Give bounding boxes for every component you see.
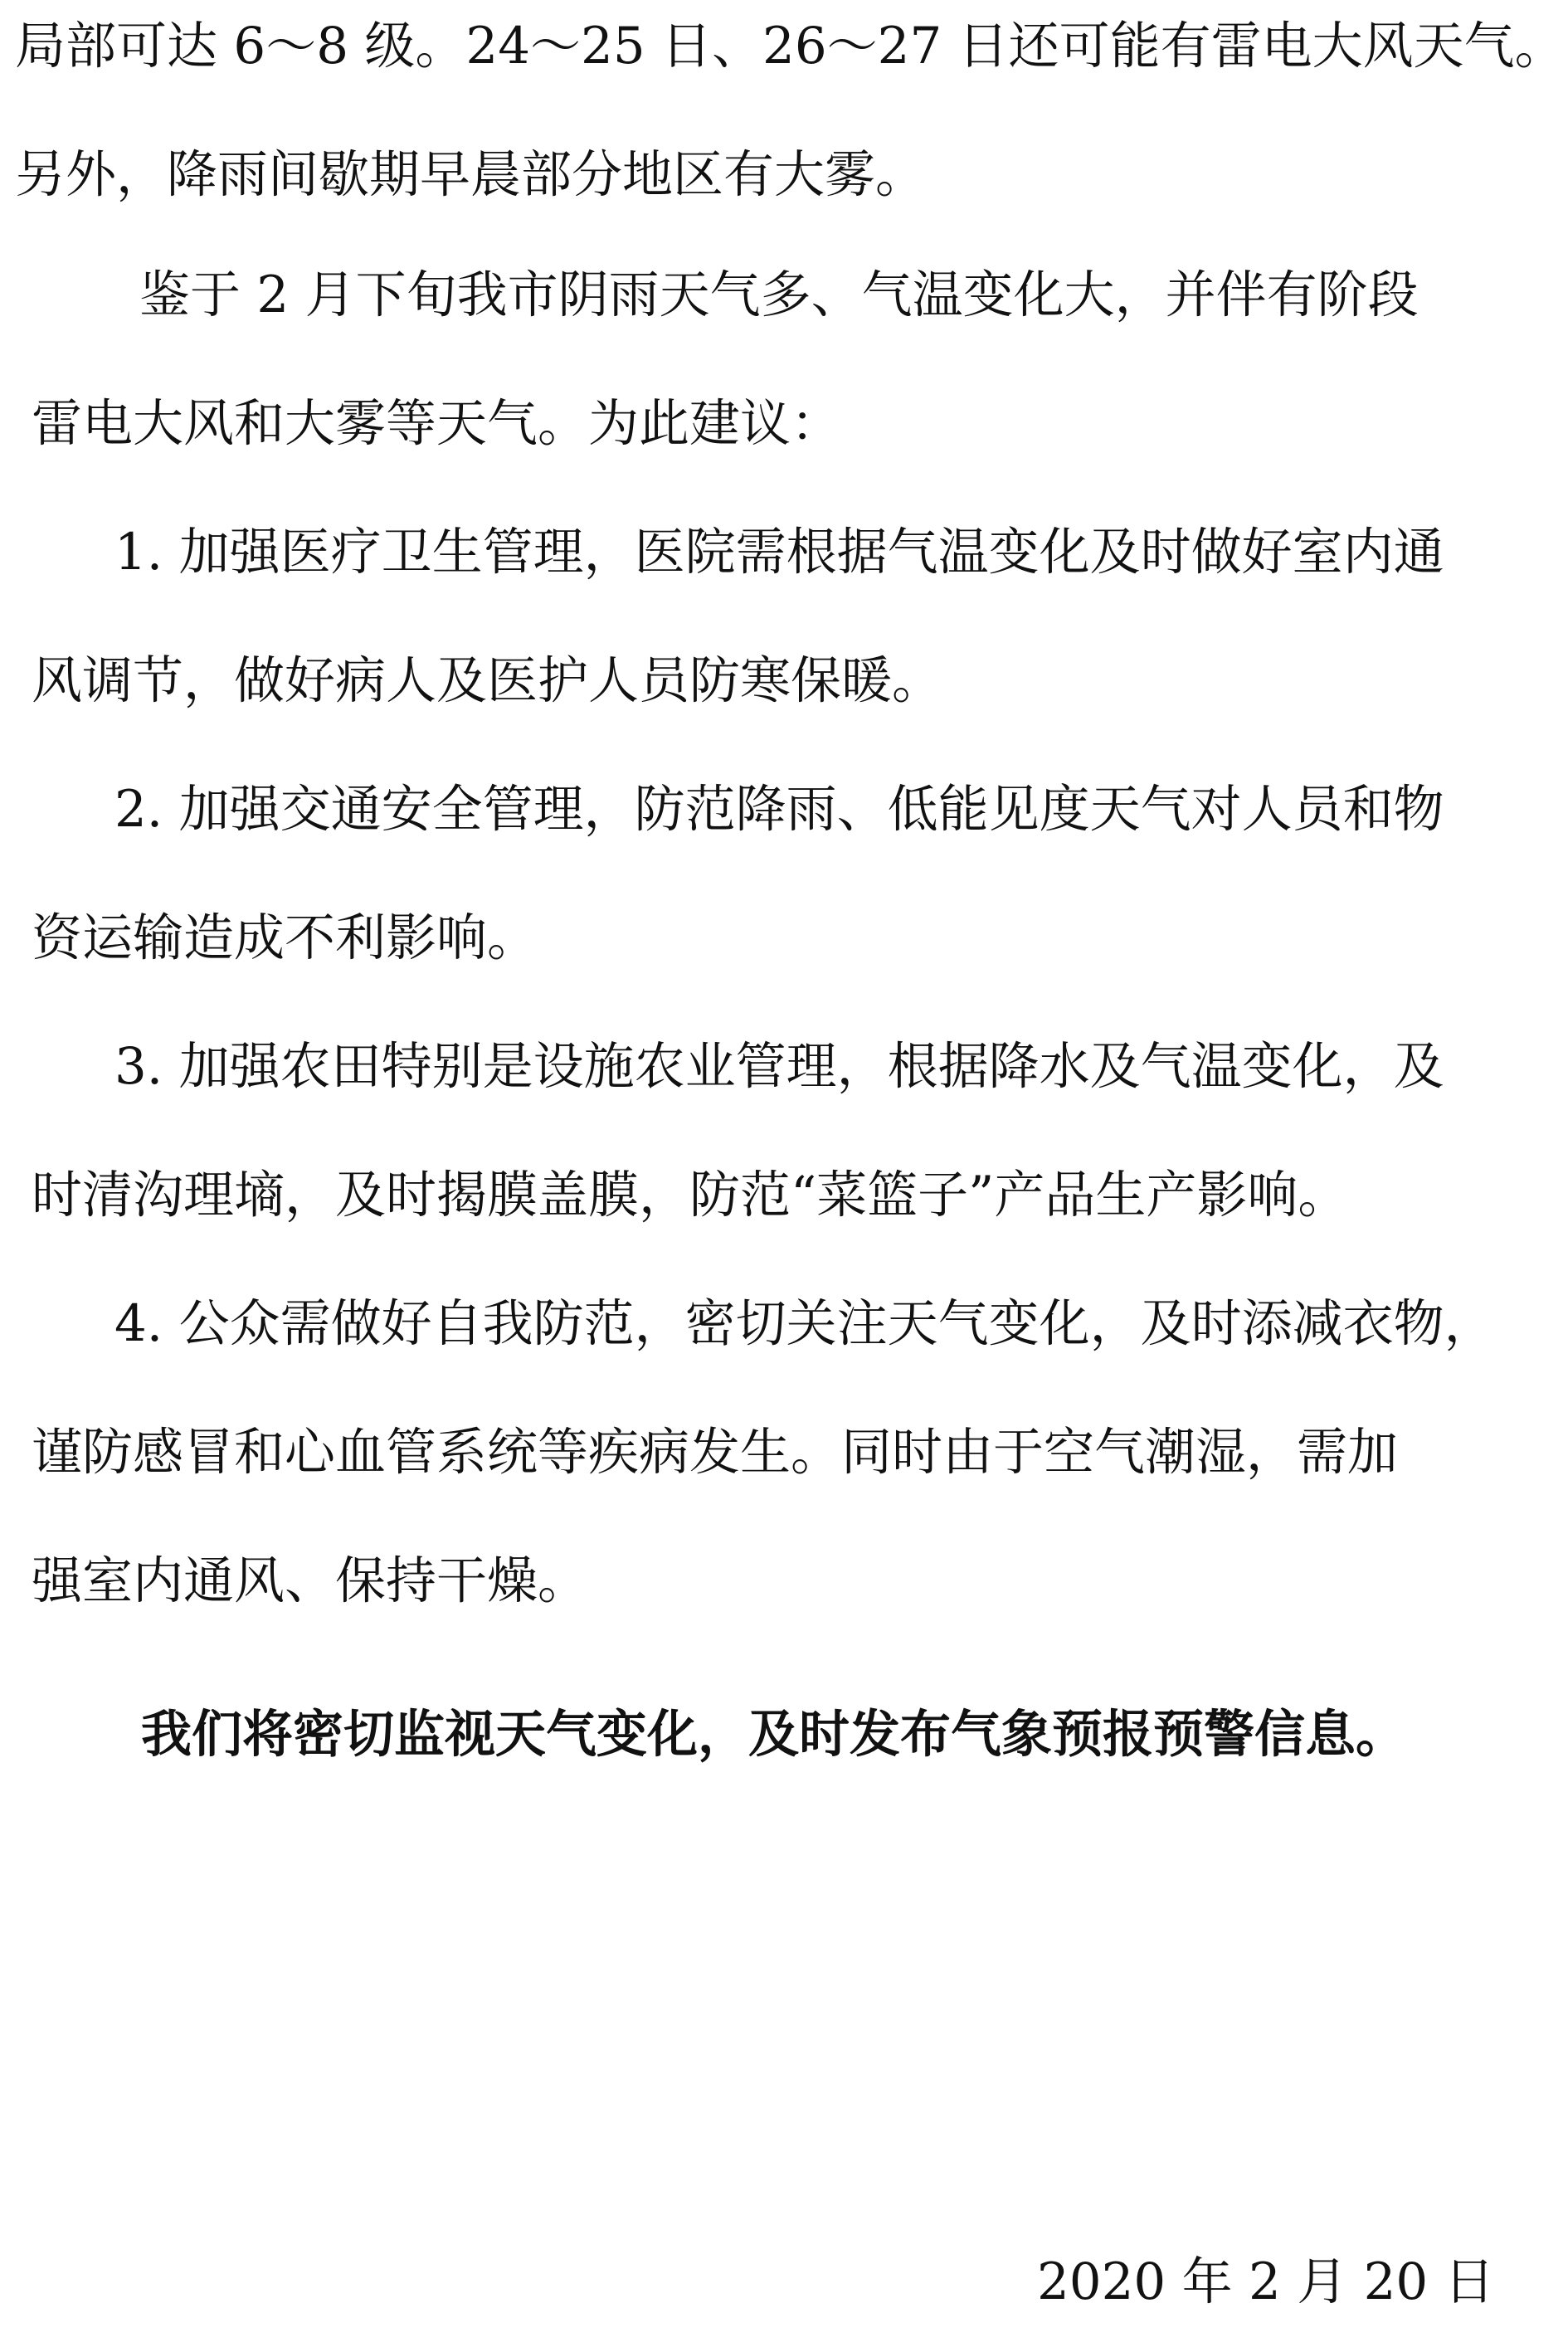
item-3-line-2: 时清沟理墒，及时揭膜盖膜，防范“菜篮子”产品生产影响。 [32,1166,1349,1225]
closing-statement: 我们将密切监视天气变化，及时发布气象预报预警信息。 [141,1705,1407,1764]
paragraph-2-line-1: 鉴于 2 月下旬我市阴雨天气多、气温变化大，并伴有阶段 [139,265,1419,324]
item-1-line-2: 风调节，做好病人及医护人员防寒保暖。 [32,651,943,710]
paragraph-1-line-2: 另外，降雨间歇期早晨部分地区有大雾。 [15,145,927,204]
item-3-line-1: 3. 加强农田特别是设施农业管理，根据降水及气温变化，及 [114,1037,1444,1096]
item-1-line-1: 1. 加强医疗卫生管理，医院需根据气温变化及时做好室内通 [114,523,1444,582]
item-4-line-3: 强室内通风、保持干燥。 [32,1551,589,1610]
item-2-line-1: 2. 加强交通安全管理，防范降雨、低能见度天气对人员和物 [114,780,1444,839]
item-2-line-2: 资运输造成不利影响。 [32,908,538,967]
paragraph-2-line-2: 雷电大风和大雾等天气。为此建议： [32,394,842,453]
item-4-line-2: 谨防感冒和心血管系统等疾病发生。同时由于空气潮湿，需加 [32,1423,1399,1482]
item-4-line-1: 4. 公众需做好自我防范，密切关注天气变化，及时添减衣物， [114,1294,1495,1353]
document-date: 2020 年 2 月 20 日 [1037,2252,1495,2311]
paragraph-1-line-1: 局部可达 6～8 级。24～25 日、26～27 日还可能有雷电大风天气。 [15,17,1566,75]
